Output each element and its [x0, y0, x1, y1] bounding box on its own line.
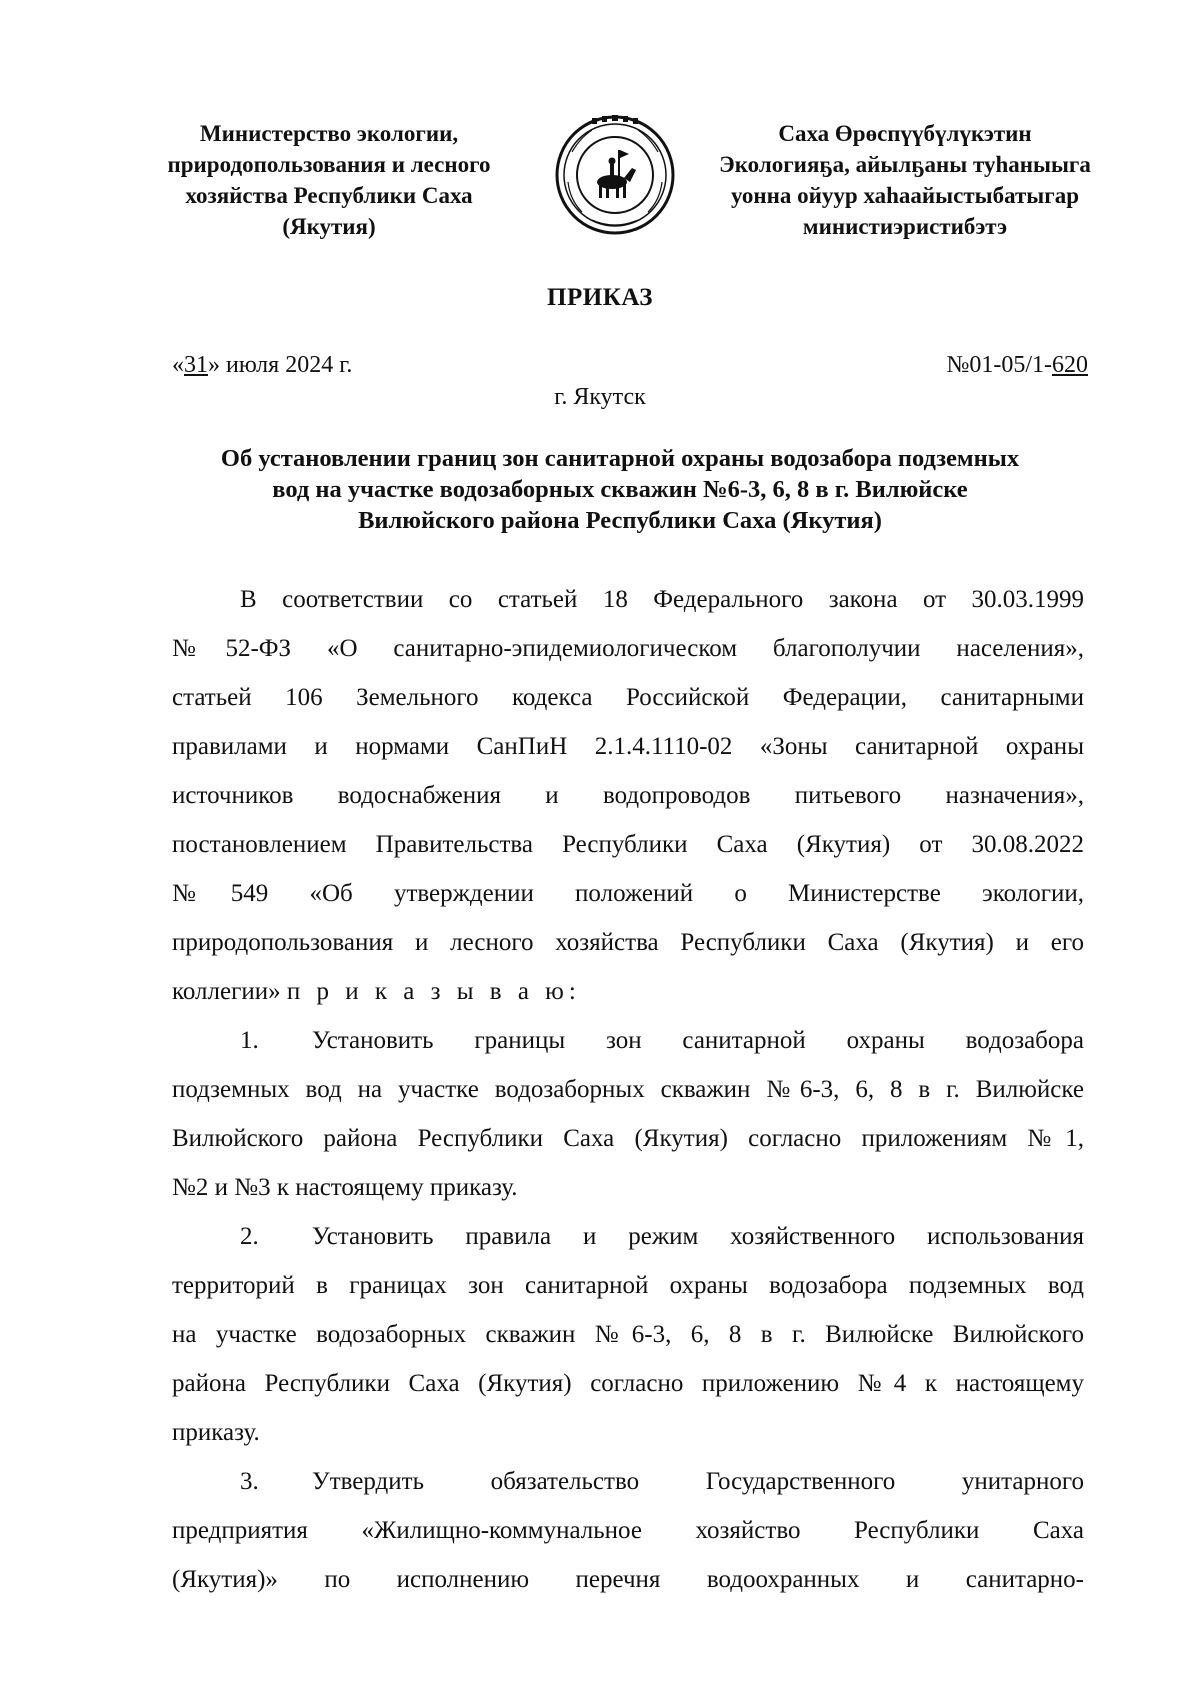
- item-last-line: №2 и №3 к настоящему приказу.: [172, 1174, 518, 1201]
- item-number: 3.: [240, 1468, 259, 1495]
- item-1-first-line: [172, 1016, 1084, 1065]
- subject-line: Об установлении границ зон санитарной охраны водозабора подземных: [220, 445, 1020, 472]
- header-right-line: министиэристибэтэ: [802, 214, 1008, 239]
- preamble-line: правилами и нормами СанПиН 2.1.4.1110-02 «Зоны санитарной охраны: [172, 733, 1084, 760]
- date-rest: » июля 2024 г.: [208, 352, 353, 378]
- item-line: территорий в границах зон санитарной охраны водозабора подземных вод: [172, 1272, 1084, 1299]
- item-3-first-line: [172, 1457, 1084, 1506]
- preamble-line: источников водоснабжения и водопроводов питьевого назначения»,: [172, 782, 1084, 809]
- subject-line: Вилюйского района Республики Саха (Якутия): [358, 507, 882, 534]
- item-line: района Республики Саха (Якутия) согласно приложению №4 к настоящему: [172, 1370, 1084, 1397]
- coat-of-arms-emblem-icon: [552, 112, 678, 238]
- header-right-line: Саха Өрөспүүбүлүкэтин: [778, 121, 1032, 146]
- preamble-last: коллегии»: [172, 978, 281, 1005]
- number-prefix: №01-05/1-: [946, 352, 1052, 378]
- subject-line: вод на участке водозаборных скважин №6-3, 6, 8 в г. Вилюйске: [272, 476, 968, 503]
- item-line: подземных вод на участке водозаборных скважин №6-3, 6, 8 в г. Вилюйске: [172, 1076, 1084, 1103]
- preamble-line: статьей 106 Земельного кодекса Российской Федерации, санитарными: [172, 684, 1084, 711]
- header-left-line: хозяйства Республики Саха: [185, 183, 473, 208]
- preamble-last-line: [172, 967, 1084, 1016]
- item-line: Вилюйского района Республики Саха (Якутия) согласно приложениям №1,: [172, 1125, 1084, 1152]
- preamble-line: природопользования и лесного хозяйства Республики Саха (Якутия) и его: [172, 929, 1084, 956]
- header-right-line: Экологияҕа, айылҕаны туһаныыга: [719, 152, 1091, 177]
- document-type-title: ПРИКАЗ: [547, 284, 653, 311]
- city: г. Якутск: [554, 384, 646, 410]
- item-number: 2.: [240, 1223, 259, 1250]
- date-day: 31: [184, 352, 208, 378]
- item-line: на участке водозаборных скважин №6-3, 6, 8 в г. Вилюйске Вилюйского: [172, 1321, 1084, 1348]
- ministry-name-yakut: [700, 118, 1110, 242]
- order-subject: [140, 443, 1100, 536]
- preamble-line: постановлением Правительства Республики Саха (Якутия) от 30.08.2022: [172, 831, 1084, 858]
- preamble-line: В соответствии со статьей 18 Федерального закона от 30.03.1999: [240, 586, 1084, 613]
- number-suffix: 620: [1052, 352, 1088, 378]
- header-left-line: природопользования и лесного: [167, 152, 491, 177]
- header-left-line: Министерство экологии,: [199, 121, 459, 146]
- item-number: 1.: [240, 1027, 259, 1054]
- document-body: [172, 575, 1084, 1604]
- item-last-line: приказу.: [172, 1419, 260, 1446]
- item-2-first-line: [172, 1212, 1084, 1261]
- preamble-line: №52-ФЗ «О санитарно-эпидемиологическом благополучии населения»,: [172, 635, 1084, 662]
- item-first-text: Утвердить обязательство Государственного унитарного: [312, 1468, 1084, 1495]
- order-number: [946, 352, 1088, 379]
- item-line: (Якутия)» по исполнению перечня водоохранных и санитарно-: [172, 1566, 1084, 1593]
- order-date: [172, 352, 352, 379]
- date-open-quote: «: [172, 352, 184, 378]
- order-word: п р и к а з ы в а ю:: [286, 978, 581, 1005]
- item-line: предприятия «Жилищно-коммунальное хозяйство Республики Саха: [172, 1517, 1084, 1544]
- item-first-text: Установить правила и режим хозяйственного использования: [312, 1223, 1084, 1250]
- item-first-text: Установить границы зон санитарной охраны водозабора: [312, 1027, 1084, 1054]
- ministry-name-russian: [128, 118, 530, 242]
- preamble-line: №549 «Об утверждении положений о Министерстве экологии,: [172, 880, 1084, 907]
- header-left-line: (Якутия): [282, 214, 376, 239]
- header-right-line: уонна ойуур хаһаайыстыбатыгар: [730, 183, 1080, 208]
